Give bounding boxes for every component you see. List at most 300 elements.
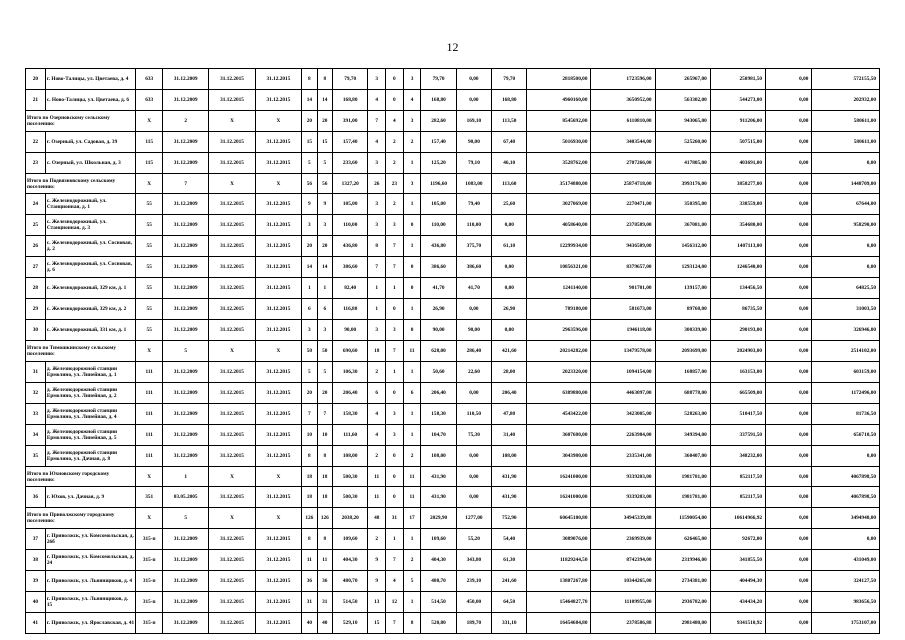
value-cell: 4 [386,571,404,592]
table-row [26,383,880,404]
value-cell: X [209,174,255,194]
value-cell: 633 [136,69,163,90]
subtotal-label-cell: Итого по Подвязновскому сельскому поселению: [26,174,136,194]
value-cell: 2319946,00 [655,550,710,571]
value-cell: 31.12.2015 [209,550,255,571]
value-cell: 82,40 [333,278,368,299]
value-cell: 0,00 [766,508,812,529]
value-cell: 250981,50 [710,69,765,90]
value-cell: 31.12.2015 [209,529,255,550]
value-cell: 0,00 [766,194,812,215]
value-cell: 11 [403,467,421,487]
value-cell: 1456312,00 [655,236,710,257]
value-cell: 0,00 [812,153,880,174]
table-row [26,132,880,153]
value-cell: 360407,00 [655,446,710,467]
value-cell: 983656,50 [812,592,880,613]
value-cell: 3089076,00 [527,529,591,550]
value-cell: 403691,00 [710,153,765,174]
value-cell: 7 [368,111,386,132]
value-cell: 9341510,92 [710,613,765,634]
value-cell: 50 [317,341,332,362]
value-cell: 11829244,50 [527,550,591,571]
value-cell: 7 [386,236,404,257]
value-cell: 11 [368,487,386,508]
value-cell: 0,00 [766,446,812,467]
address-cell: с. Железнодорожный, ул. Станционная, д. 3 [45,215,136,236]
value-cell: 852117,50 [710,467,765,487]
value-cell: 0,00 [766,487,812,508]
value-cell: X [255,467,301,487]
table-row [26,592,880,613]
value-cell: 110,00 [421,215,456,236]
value-cell: 0,00 [766,90,812,111]
value-cell: 79,40 [456,194,491,215]
address-cell: г. Юхов, ул. Дачная, д. 9 [45,487,136,508]
value-cell: 1246540,00 [710,257,765,278]
value-cell: 18 [368,341,386,362]
row-number-cell: 20 [26,69,46,90]
table-row [26,362,880,383]
value-cell: 3858277,00 [710,174,765,194]
value-cell: 31 [302,592,317,613]
value-cell: 0,00 [492,257,527,278]
value-cell: 31.12.2009 [162,69,208,90]
value-cell: 55 [136,278,163,299]
value-cell: 31.12.2015 [255,446,301,467]
value-cell: 436,80 [333,236,368,257]
subtotal-label-cell: Итого по Приволжскому городскому поселению: [26,508,136,529]
value-cell: 3 [368,215,386,236]
value-cell: 20 [317,111,332,132]
value-cell: 4 [368,132,386,153]
value-cell: 54,40 [492,529,527,550]
table-row [26,153,880,174]
page-number: 12 [446,40,459,54]
value-cell: 31.12.2015 [255,194,301,215]
value-cell: 0 [386,487,404,508]
value-cell: 157,40 [333,132,368,153]
value-cell: 349394,00 [655,425,710,446]
value-cell: 11 [317,550,332,571]
value-cell: 26,90 [492,299,527,320]
value-cell: 3 [317,320,332,341]
value-cell: 14 [317,257,332,278]
value-cell: 0 [386,90,404,111]
value-cell: 4543422,00 [527,404,591,425]
value-cell: 31.12.2009 [162,320,208,341]
address-cell: с. Озерный, ул. Школьная, д. 3 [45,153,136,174]
value-cell: 31.12.2009 [162,592,208,613]
row-number-cell: 41 [26,613,46,634]
value-cell: 431,90 [492,487,527,508]
value-cell: 9 [317,194,332,215]
value-cell: 110,00 [456,215,491,236]
value-cell: 2 [403,550,421,571]
value-cell: 500,30 [333,467,368,487]
value-cell: 3650952,00 [591,90,655,111]
value-cell: 4067898,50 [812,467,880,487]
value-cell: 3 [368,320,386,341]
value-cell: 6 [302,299,317,320]
value-cell: 111,60 [333,425,368,446]
value-cell: 0,00 [456,299,491,320]
value-cell: 50 [302,341,317,362]
value-cell: 55 [136,299,163,320]
value-cell: 2093699,00 [655,341,710,362]
value-cell: 9339203,00 [591,487,655,508]
value-cell: 31.12.2015 [209,194,255,215]
value-cell: 168,80 [421,90,456,111]
value-cell: 1 [386,529,404,550]
address-cell: д. Железнодорожной станции Ермолино, ул. Линейная, д. 2 [45,383,136,404]
value-cell: 169,10 [456,111,491,132]
value-cell: 0,00 [766,111,812,132]
table-row [26,487,880,508]
subtotal-label-cell: Итого по Юхновскому городскому поселению: [26,467,136,487]
value-cell: 0 [386,446,404,467]
value-cell: 110,00 [333,215,368,236]
value-cell: 9339203,00 [591,467,655,487]
value-cell: 1 [403,153,421,174]
value-cell: 0,00 [812,257,880,278]
value-cell: 20 [302,383,317,404]
value-cell: 20214282,00 [527,341,591,362]
value-cell: 3423005,00 [591,404,655,425]
value-cell: 13807267,80 [527,571,591,592]
value-cell: 81736,50 [812,404,880,425]
value-cell: 626465,00 [655,529,710,550]
value-cell: 15 [368,613,386,634]
value-cell: 3607680,00 [527,425,591,446]
value-cell: 12299934,00 [527,236,591,257]
value-cell: 31.12.2015 [255,425,301,446]
value-cell: X [136,111,163,132]
address-cell: г. Приволжск, ул. Комсомольская, д. 26б [45,529,136,550]
value-cell: 28,00 [492,362,527,383]
value-cell: 202932,00 [812,90,880,111]
value-cell: 31.12.2009 [162,90,208,111]
value-cell: 1094154,00 [591,362,655,383]
subtotal-row [26,467,880,487]
value-cell: 75,30 [456,425,491,446]
value-cell: 90,00 [456,320,491,341]
value-cell: 544273,00 [710,90,765,111]
value-cell: 2981480,00 [655,613,710,634]
row-number-cell: 37 [26,529,46,550]
value-cell: 0,00 [766,299,812,320]
value-cell: 15 [317,132,332,153]
value-cell: 31.12.2009 [162,529,208,550]
value-cell: 1 [368,299,386,320]
value-cell: 0,00 [812,236,880,257]
table-row [26,236,880,257]
value-cell: 2270471,00 [591,194,655,215]
table-body [26,69,880,634]
value-cell: 7 [386,257,404,278]
value-cell: 10856321,00 [527,257,591,278]
value-cell: 3 [302,215,317,236]
value-cell: 1327,20 [333,174,368,194]
value-cell: 9 [368,571,386,592]
value-cell: 1 [317,278,332,299]
value-cell: 89768,00 [655,299,710,320]
row-number-cell: 32 [26,383,46,404]
table-row [26,613,880,634]
value-cell: 0 [403,257,421,278]
value-cell: 2038,20 [333,508,368,529]
value-cell: 901701,00 [591,278,655,299]
value-cell: 404,30 [421,550,456,571]
row-number-cell: 29 [26,299,46,320]
value-cell: 348232,00 [710,446,765,467]
value-cell: 0,00 [456,383,491,404]
value-cell: 2 [162,111,208,132]
value-cell: 206,40 [492,383,527,404]
value-cell: 31.12.2009 [162,257,208,278]
value-cell: 2963596,00 [527,320,591,341]
value-cell: 8 [368,236,386,257]
value-cell: 4 [368,425,386,446]
value-cell: 31.12.2015 [255,153,301,174]
value-cell: 8 [403,613,421,634]
value-cell: 1277,00 [456,508,491,529]
value-cell: 3027069,00 [527,194,591,215]
value-cell: 126 [317,508,332,529]
value-cell: 111 [136,425,163,446]
value-cell: X [136,508,163,529]
row-number-cell: 33 [26,404,46,425]
value-cell: 16241000,00 [527,467,591,487]
value-cell: 139157,00 [655,278,710,299]
value-cell: 6 [368,383,386,404]
value-cell: 3 [368,69,386,90]
address-cell: г. Озерный, ул. Садовая, д. 39 [45,132,136,153]
value-cell: 0,00 [456,90,491,111]
value-cell: 4058640,00 [527,215,591,236]
value-cell: 1 [403,299,421,320]
row-number-cell: 28 [26,278,46,299]
table-row [26,90,880,111]
value-cell: 0,00 [766,529,812,550]
value-cell: 31.12.2015 [209,320,255,341]
value-cell: 10344265,00 [591,571,655,592]
value-cell: 431,90 [421,467,456,487]
row-number-cell: 25 [26,215,46,236]
value-cell: 2024903,00 [710,341,765,362]
value-cell: 0,00 [456,487,491,508]
value-cell: 111 [136,383,163,404]
value-cell: 5 [162,341,208,362]
value-cell: 1 [403,194,421,215]
value-cell: 25,60 [492,194,527,215]
value-cell: 48 [368,508,386,529]
value-cell: 6389880,00 [527,383,591,404]
value-cell: 47,80 [492,404,527,425]
value-cell: 168,80 [333,90,368,111]
value-cell: 3 [386,404,404,425]
value-cell: 13 [368,592,386,613]
value-cell: 2514102,00 [812,341,880,362]
value-cell: 31.12.2015 [209,362,255,383]
value-cell: 665509,00 [710,383,765,404]
value-cell: 7 [317,404,332,425]
value-cell: 115 [136,132,163,153]
value-cell: 41,70 [421,278,456,299]
address-cell: с. Ново-Талицы, ул. Цветаева, д. 6 [45,90,136,111]
value-cell: 67,40 [492,132,527,153]
value-cell: 0 [386,69,404,90]
value-cell: 31.12.2015 [255,132,301,153]
value-cell: 0,00 [766,320,812,341]
value-cell: 79,10 [456,153,491,174]
value-cell: 520,80 [421,613,456,634]
value-cell: 11 [302,550,317,571]
value-cell: 241,60 [492,571,527,592]
value-cell: X [255,341,301,362]
value-cell: 2936782,00 [655,592,710,613]
value-cell: 31.12.2009 [162,446,208,467]
value-cell: 18 [302,487,317,508]
address-cell: г. Приволжск, ул. Комсомольская, д. 24 [45,550,136,571]
value-cell: 386,60 [456,257,491,278]
row-number-cell: 23 [26,153,46,174]
value-cell: 1241140,00 [527,278,591,299]
value-cell: 60645100,80 [527,508,591,529]
value-cell: 688778,00 [655,383,710,404]
value-cell: 2378586,88 [591,613,655,634]
value-cell: 1407113,00 [710,236,765,257]
address-cell: с. Железнодорожный, ул. Сосновая, д. 6 [45,257,136,278]
value-cell: 31,40 [492,425,527,446]
value-cell: 31.12.2015 [209,571,255,592]
value-cell: 265967,00 [655,69,710,90]
value-cell: 18 [302,467,317,487]
value-cell: 1448709,00 [812,174,880,194]
value-cell: 31.12.2009 [162,425,208,446]
value-cell: 3 [302,320,317,341]
value-cell: 0,00 [812,529,880,550]
value-cell: 104,70 [421,425,456,446]
value-cell: 125,20 [421,153,456,174]
value-cell: 391,00 [333,111,368,132]
value-cell: 9 [368,550,386,571]
value-cell: 911206,00 [710,111,765,132]
value-cell: 31.12.2015 [255,362,301,383]
value-cell: 8379657,00 [591,257,655,278]
value-cell: 8 [302,529,317,550]
value-cell: 2 [386,153,404,174]
value-cell: 31003,50 [812,299,880,320]
value-cell: 2 [368,446,386,467]
value-cell: 111 [136,362,163,383]
value-cell: 752,90 [492,508,527,529]
address-cell: с. Железнодорожный, ул. Станционная, д. 1 [45,194,136,215]
value-cell: 341855,50 [710,550,765,571]
value-cell: 64825,50 [812,278,880,299]
value-cell: 111 [136,446,163,467]
value-cell: 31 [317,592,332,613]
value-cell: 31.12.2015 [209,613,255,634]
address-cell: д. Железнодорожной станции Ермолино, ул. Линейная, д. 4 [45,404,136,425]
value-cell: 2707266,00 [591,153,655,174]
value-cell: 528263,00 [655,404,710,425]
value-cell: 4067898,50 [812,487,880,508]
row-number-cell: 26 [26,236,46,257]
housing-register-table [25,68,880,634]
address-cell: г. Приволжск, ул. Льнянщиков, д. 4 [45,571,136,592]
value-cell: 1 [162,467,208,487]
value-cell: 113,60 [492,174,527,194]
value-cell: 189,70 [456,613,491,634]
value-cell: 514,50 [421,592,456,613]
address-cell: с. Железнодорожный, 329 км, д. 1 [45,278,136,299]
value-cell: 386,60 [421,257,456,278]
value-cell: 0,00 [766,174,812,194]
value-cell: 31.12.2015 [255,320,301,341]
value-cell: 79,70 [492,69,527,90]
row-number-cell: 34 [26,425,46,446]
value-cell: 4960160,00 [527,90,591,111]
value-cell: 31.12.2009 [162,299,208,320]
value-cell: 290193,00 [710,320,765,341]
value-cell: 9 [302,194,317,215]
value-cell: 3403544,00 [591,132,655,153]
row-number-cell: 30 [26,320,46,341]
value-cell: 113,50 [492,111,527,132]
subtotal-row [26,508,880,529]
value-cell: 315-п [136,613,163,634]
value-cell: 31.12.2015 [209,69,255,90]
value-cell: 17 [403,508,421,529]
subtotal-label-cell: Итого по Озерновскому сельскому поселению: [26,111,136,132]
value-cell: 5 [403,571,421,592]
value-cell: 286,40 [456,341,491,362]
value-cell: 31.12.2015 [209,215,255,236]
value-cell: 8 [317,69,332,90]
value-cell: 0,00 [766,467,812,487]
value-cell: 0 [386,467,404,487]
value-cell: 2369939,00 [591,529,655,550]
value-cell: 1 [403,529,421,550]
value-cell: 958290,00 [812,215,880,236]
value-cell: 4463097,00 [591,383,655,404]
value-cell: 79,70 [421,69,456,90]
value-cell: 31.12.2009 [162,571,208,592]
value-cell: 0,00 [766,571,812,592]
value-cell: 31.12.2015 [255,278,301,299]
value-cell: 1 [368,278,386,299]
value-cell: 20 [302,236,317,257]
row-number-cell: 39 [26,571,46,592]
value-cell: 0 [386,383,404,404]
value-cell: 163153,00 [710,362,765,383]
value-cell: 55 [136,257,163,278]
value-cell: X [209,508,255,529]
address-cell: д. Железнодорожной станции Ермолино, ул. Линейная, д. 5 [45,425,136,446]
row-number-cell: 40 [26,592,46,613]
value-cell: 0,00 [812,446,880,467]
value-cell: 0 [403,278,421,299]
value-cell: 23 [386,174,404,194]
value-cell: 31.12.2015 [209,487,255,508]
table-row [26,194,880,215]
value-cell: 31.12.2015 [209,257,255,278]
value-cell: 7 [302,404,317,425]
value-cell: X [209,341,255,362]
subtotal-row [26,174,880,194]
value-cell: 1 [403,425,421,446]
